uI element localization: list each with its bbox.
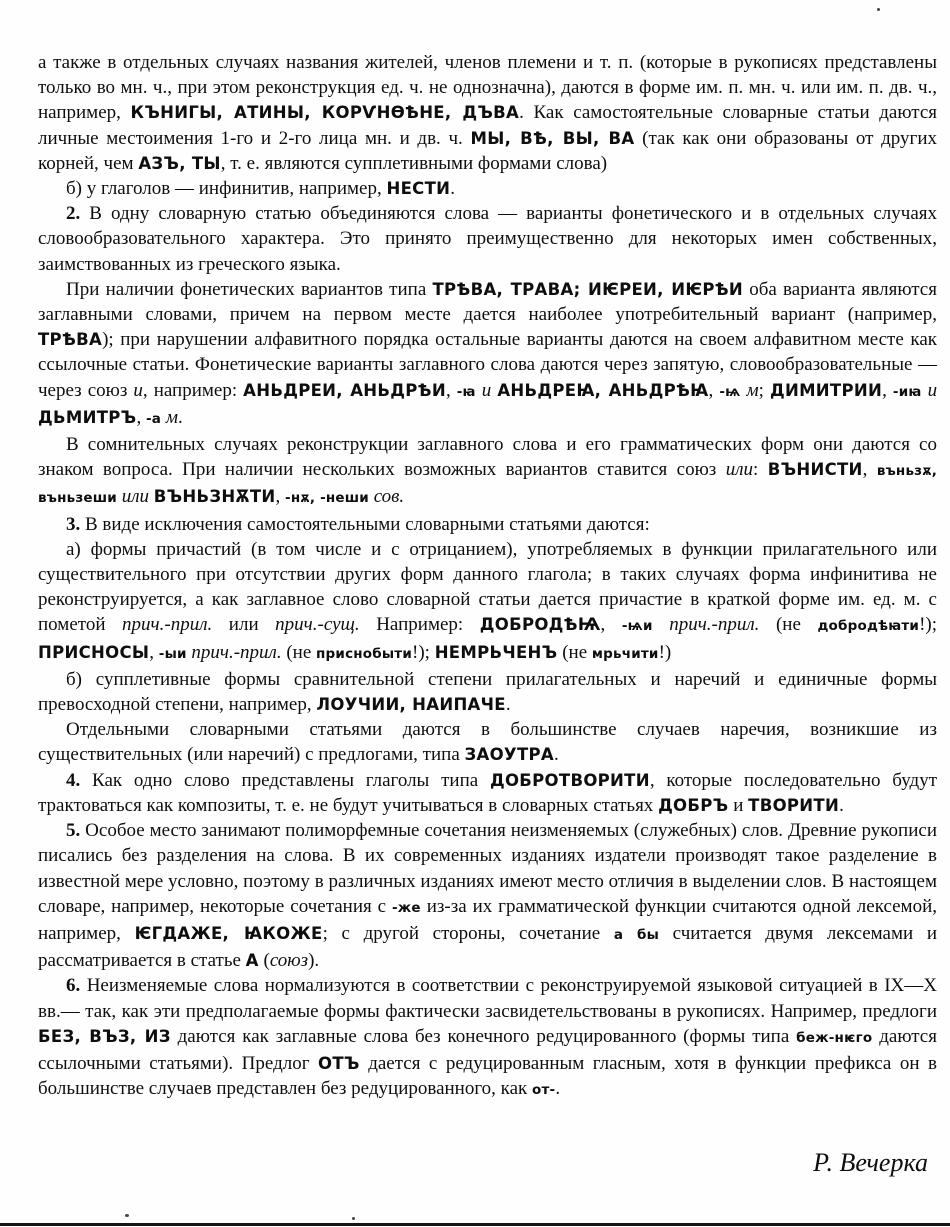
text-run: б) у глаголов — инфинитив, например,: [66, 178, 387, 200]
text-run: из-за их грамматической функции считаются одной лексемой, например,: [38, 895, 938, 944]
text-run: . Как самостоятельные словарные статьи даются личные местоимения 1-го и 2-го лица мн. и дв. ч.: [38, 102, 938, 149]
text-run: ).: [308, 950, 320, 972]
text-run: В одну словарную статью объединяются слова — варианты фонетического и в отдельных случаях словообразовательного характера. Это принято преимущественно для некоторых имен собственных, заимствованных из греческого языка.: [38, 203, 937, 275]
old-slavonic-word: от-: [532, 1082, 556, 1099]
text-run: сов.: [368, 486, 405, 508]
text-run: , например:: [142, 379, 244, 401]
text-run: 2.: [66, 203, 81, 225]
paragraph: [38, 432, 937, 512]
text-run: м: [161, 406, 178, 428]
text-run: союз: [269, 950, 309, 972]
text-run: ,: [600, 614, 622, 636]
text-run: В виде исключения самостоятельными словарными статьями даются:: [80, 513, 650, 535]
scan-artifact: [877, 8, 880, 11]
text-run: прич.-прил.: [122, 614, 213, 636]
old-slavonic-word: АЗЪ, ТЫ: [138, 153, 221, 173]
old-slavonic-word: ТРѢВА: [38, 330, 103, 350]
paragraph: [38, 818, 937, 973]
old-slavonic-word: ДОБРЪ: [658, 795, 729, 815]
old-slavonic-word: ДЬМИТРЪ: [38, 407, 137, 427]
paragraph: [38, 768, 937, 818]
scan-edge-line: [0, 1223, 950, 1226]
old-slavonic-word: ОТЪ: [318, 1053, 360, 1073]
text-run: ,: [882, 379, 893, 401]
paragraph: [38, 512, 937, 537]
old-slavonic-word: БЕЗ, ВЪЗ, ИЗ: [38, 1026, 171, 1046]
text-run: оба варианта являются заглавными словами, причем на первом месте дается наиболее употребительный вариант (например,: [38, 278, 937, 326]
old-slavonic-word: мрьчити: [591, 645, 659, 662]
text-run: ;: [758, 379, 770, 401]
old-slavonic-word: НЕМРЬЧЕНЪ: [434, 642, 558, 662]
paragraph: [38, 277, 937, 432]
text-run: (: [258, 950, 270, 972]
text-run: даются как заглавные слова без конечного редуцированного (формы типа: [170, 1025, 797, 1047]
old-slavonic-word: АНЬДРЕИ, АНЬДРѢИ: [243, 380, 446, 400]
paragraph: [38, 50, 937, 176]
text-run: (не: [759, 614, 818, 636]
scan-artifact: [125, 1214, 129, 1217]
text-run: !);: [919, 614, 937, 636]
text-run: .: [839, 794, 844, 816]
text-run: .: [553, 744, 559, 766]
text-run: (так как они образованы от других корней, чем: [38, 127, 938, 174]
text-run: прич.-прил.: [186, 641, 282, 663]
scan-artifact: [352, 1217, 355, 1220]
text-run: 6.: [66, 975, 81, 997]
text-run: ,: [445, 379, 457, 401]
text-run: !): [658, 641, 672, 663]
text-run: Например:: [359, 614, 480, 636]
old-slavonic-word: ѤГДАЖЕ, ꙖКОЖЕ: [134, 923, 323, 943]
text-run: и: [921, 379, 938, 401]
text-run: , которые последовательно будут трактоваться как композиты, т. е. не будут учитываться в словарных статьях: [38, 769, 938, 816]
old-slavonic-word: ТРѢВА, ТРАВА; ИѤРЕИ, ИѤРѢИ: [432, 279, 744, 299]
old-slavonic-word: АНЬДРЕꙖ, АНЬДРѢꙖ: [497, 380, 709, 400]
old-slavonic-word: -нѫ, -неши: [285, 490, 369, 507]
old-slavonic-word: КЪНИГЫ, АТИНЫ, КОРѴНѲѢНЕ, ДЪВА: [130, 103, 520, 123]
old-slavonic-word: ДОБРОТВОРИТИ: [489, 770, 650, 790]
old-slavonic-word: ТВОРИТИ: [748, 795, 840, 815]
old-slavonic-word: въньзѫ, въньзеши: [38, 463, 938, 507]
old-slavonic-word: -же: [392, 899, 421, 916]
old-slavonic-word: ВЪНЬЗНѪТИ: [153, 487, 276, 507]
text-run: 4.: [66, 769, 81, 791]
paragraph: [38, 717, 937, 767]
old-slavonic-word: добродѣꙗти: [817, 618, 920, 635]
old-slavonic-word: приснобыти: [316, 645, 412, 662]
text-run: Как одно слово представлены глаголы типа: [80, 769, 490, 791]
text-run: и: [475, 379, 498, 401]
old-slavonic-word: -а: [145, 410, 162, 427]
text-run: прич.-сущ.: [275, 614, 360, 636]
text-run: .: [450, 178, 456, 200]
old-slavonic-word: ЗАОУТРА: [464, 745, 554, 765]
text-run: , т. е. являются супплетивными формами слова): [220, 152, 608, 174]
text-run: м: [740, 379, 759, 401]
text-run: а) формы причастий (в том числе и с отрицанием), употребляемых в функции прилагательного или существительного при отсутствии других форм данного глагола; в таких случаях форма инфинитива не реконструируется, а как заглавное слово словарной статьи дается причастие в краткой форме им. ед. м. с пометой: [38, 538, 937, 636]
old-slavonic-word: а бы: [613, 926, 660, 943]
text-run: Неизменяемые слова нормализуются в соответствии с реконструируемой языковой ситуацией в IX—X вв.— так, как эти предполагаемые формы фактически засвидетельствованы в рукописях. Например, предлоги: [38, 975, 937, 1022]
old-slavonic-word: ДИМИТРИИ: [769, 380, 883, 400]
old-slavonic-word: -иꙗ: [892, 383, 922, 400]
text-run: прич.-прил.: [652, 614, 760, 636]
text-run: (не: [281, 641, 317, 663]
text-run: 3.: [66, 513, 81, 535]
text-run: а также в отдельных случаях названия жителей, членов племени и т. п. (которые в рукописях представлены только во мн. ч., при этом реконструкция ед. ч. не однозначна), даются в форме им. п. мн. ч. или им. п. дв. ч., например,: [38, 52, 937, 124]
text-run: даются ссылочными статьями). Предлог: [38, 1025, 937, 1074]
author-signature: Р. Вечерка: [813, 1148, 928, 1177]
text-run: считается двумя лексемами и рассматривается в статье: [38, 922, 938, 972]
old-slavonic-word: ВЪНИСТИ: [767, 460, 863, 480]
text-run: Отдельными словарными статьями даются в большинстве случаев наречия, возникшие из существительных (или наречий) с предлогами, типа: [38, 719, 937, 766]
text-run: ; с другой стороны, сочетание: [322, 922, 614, 944]
text-run: 5.: [66, 820, 81, 842]
old-slavonic-word: -ѩ: [719, 383, 741, 400]
text-run: Особое место занимают полиморфемные сочетания неизменяемых (служебных) слов. Древние рукописи писались без разделения на слова. В их современных изданиях издатели производят такое разделение в известной мере условно, поэтому в различных изданиях имеют место отличия в выделении слов. В настоящем словаре, например, некоторые сочетания с: [38, 820, 937, 917]
paragraph: [38, 667, 937, 717]
text-run: ,: [136, 406, 146, 428]
text-run: В сомнительных случаях реконструкции заглавного слова и его грамматических форм они даются со знаком вопроса. При наличии нескольких возможных вариантов ставится союз: [38, 434, 937, 481]
text-run: :: [753, 459, 768, 481]
paragraph: [38, 176, 937, 201]
text-run: и: [133, 379, 143, 401]
old-slavonic-word: НЕСТИ: [386, 179, 451, 199]
text-run: или: [116, 486, 154, 508]
paragraph: [38, 973, 937, 1103]
text-run: ,: [149, 641, 159, 663]
text-run: .: [505, 694, 511, 716]
old-slavonic-word: А: [245, 951, 259, 971]
text-run: дается с редуцированным гласным, хотя в функции префикса он в большинстве случаев представлен без редуцированного, как: [38, 1052, 937, 1100]
old-slavonic-word: -ыи: [158, 645, 187, 662]
paragraph: [38, 201, 937, 277]
text-run: б) супплетивные формы сравнительной степени прилагательных и наречий и единичные формы превосходной степени, например,: [38, 668, 937, 716]
text-run: .: [177, 406, 183, 428]
text-run: ,: [708, 379, 720, 401]
text-run: При наличии фонетических вариантов типа: [66, 278, 433, 300]
text-run: и: [728, 794, 749, 816]
old-slavonic-word: беж-нѥго: [796, 1029, 873, 1046]
text-run: ,: [862, 459, 877, 481]
text-run: !);: [412, 641, 435, 663]
old-slavonic-word: -ѩи: [621, 618, 653, 635]
text-run: ,: [275, 486, 286, 508]
text-run: .: [555, 1078, 561, 1100]
old-slavonic-word: -ꙗ: [456, 383, 476, 400]
text-run: (не: [557, 641, 592, 663]
text-run: или: [212, 614, 276, 636]
text-run: или: [725, 459, 753, 481]
old-slavonic-word: ДОБРОДѢѨ: [479, 615, 601, 635]
text-run: ); при нарушении алфавитного порядка остальные варианты даются на своем алфавитном месте как ссылочные статьи. Фонетические варианты заглавного слова даются через запятую, словообразовательные — через союз: [38, 329, 937, 401]
old-slavonic-word: ЛОУЧИИ, НАИПАЧЕ: [316, 695, 506, 715]
paragraph: [38, 537, 937, 667]
old-slavonic-word: ПРИСНОСЫ: [38, 642, 150, 662]
document-text: [38, 50, 937, 1103]
old-slavonic-word: МЫ, ВѢ, ВЫ, ВА: [470, 128, 635, 148]
